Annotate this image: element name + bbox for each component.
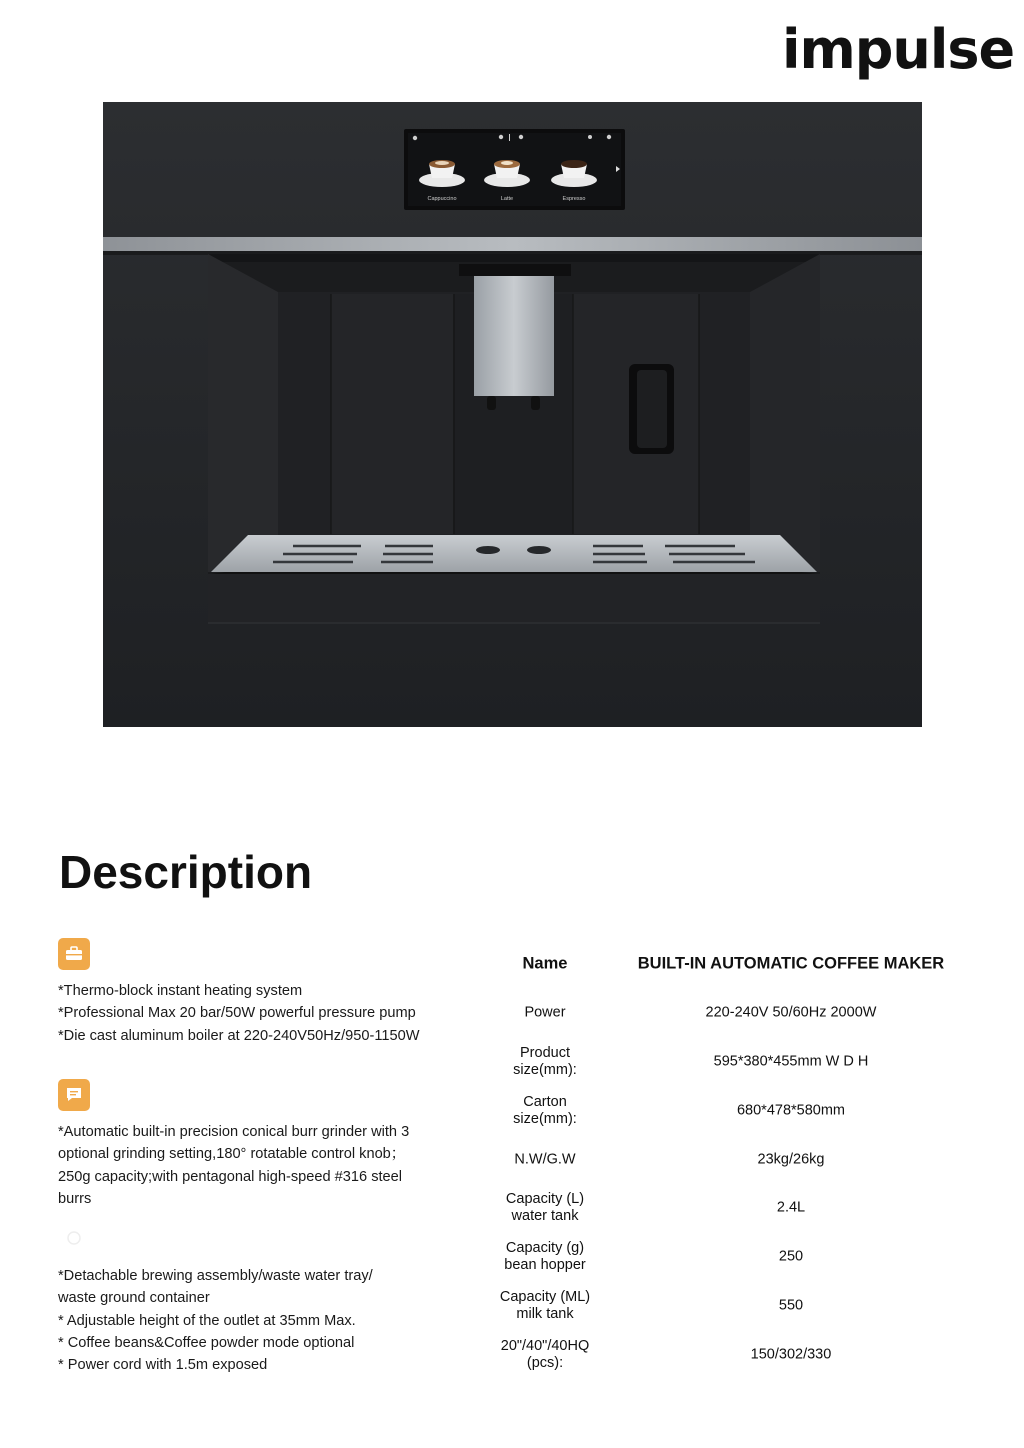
feature-line: optional grinding setting,180° rotatable control knob； [58, 1146, 406, 1163]
spec-label [478, 1338, 612, 1372]
brand-logo: impulse [782, 18, 1015, 81]
spec-row [478, 1038, 978, 1087]
spec-value: 680*478*580mm [736, 1102, 846, 1119]
drink-label: Espresso [562, 196, 586, 202]
feature-line: burrs [58, 1190, 92, 1207]
feature-line: 250g capacity;with pentagonal high-speed #316 steel [58, 1168, 403, 1185]
spec-label [478, 1005, 612, 1022]
spec-label [478, 1045, 612, 1079]
drink-label: Cappuccino [427, 196, 457, 202]
feature-line: *Professional Max 20 bar/50W powerful pressure pump [58, 1005, 416, 1022]
spec-row [478, 989, 978, 1038]
drink-label: Latte [500, 196, 514, 202]
spec-label-line: Carton [523, 1093, 567, 1110]
spec-label [478, 1094, 612, 1128]
spec-label-line: Power [524, 1004, 566, 1021]
spec-label-line: (pcs): [526, 1354, 564, 1371]
feature-line: * Adjustable height of the outlet at 35mm Max. [58, 1312, 356, 1329]
spec-header-label: Name [522, 954, 568, 973]
feature-line: waste ground container [58, 1290, 210, 1307]
spec-table [478, 940, 978, 1379]
feature-line: *Die cast aluminum boiler at 220-240V50Hz/950-1150W [58, 1027, 420, 1044]
spec-value: 595*380*455mm W D H [713, 1053, 869, 1070]
chat-icon [58, 1079, 90, 1111]
spec-row [478, 1135, 978, 1184]
product-photo [103, 102, 922, 727]
feature-list-assembly [58, 1265, 448, 1376]
spec-label-line: size(mm): [513, 1061, 577, 1078]
spec-label-line: Product [520, 1044, 570, 1061]
spec-header-value: BUILT-IN AUTOMATIC COFFEE MAKER [637, 954, 945, 973]
feature-line: * Coffee beans&Coffee powder mode optional [58, 1334, 355, 1351]
spec-value: 250 [778, 1248, 804, 1265]
spec-value: 23kg/26kg [757, 1151, 825, 1168]
feature-list-grinder [58, 1121, 448, 1210]
spec-label [478, 1289, 612, 1323]
spec-header-row [478, 940, 978, 989]
info-icon [58, 1222, 90, 1254]
description-heading: Description [59, 846, 313, 898]
spec-value: 2.4L [776, 1199, 806, 1216]
spec-label-line: bean hopper [504, 1257, 586, 1274]
spec-label-line: Capacity (g) [505, 1240, 585, 1257]
spec-label [478, 1191, 612, 1225]
spec-row [478, 1233, 978, 1282]
spec-value: 150/302/330 [750, 1346, 832, 1363]
feature-line: *Automatic built-in precision conical burr grinder with 3 [58, 1124, 410, 1140]
touch-screen [404, 129, 625, 210]
spec-label-line: Capacity (ML) [499, 1288, 591, 1305]
spec-value: 550 [778, 1297, 804, 1314]
spec-row [478, 1184, 978, 1233]
brewing-cavity [208, 254, 820, 624]
spec-row [478, 1330, 978, 1379]
spec-label-line: size(mm): [513, 1110, 577, 1127]
feature-line: * Power cord with 1.5m exposed [58, 1357, 268, 1374]
spec-label-line: Capacity (L) [505, 1191, 585, 1208]
spec-row [478, 1282, 978, 1331]
spec-label [478, 1240, 612, 1274]
spec-label-line: milk tank [516, 1305, 574, 1322]
spec-label-line: N.W/G.W [514, 1151, 576, 1168]
spec-label-line: 20"/40"/40HQ [500, 1337, 590, 1354]
spec-row [478, 1086, 978, 1135]
feature-line: *Detachable brewing assembly/waste water tray/ [58, 1268, 373, 1284]
feature-list-heating [58, 980, 448, 1047]
spec-label [478, 1151, 612, 1168]
spec-value: 220-240V 50/60Hz 2000W [705, 1004, 877, 1021]
spec-label-line: water tank [511, 1208, 579, 1225]
feature-line: *Thermo-block instant heating system [58, 983, 303, 999]
coffee-outlet [474, 276, 554, 396]
briefcase-icon [58, 938, 90, 970]
steel-trim [103, 237, 922, 251]
